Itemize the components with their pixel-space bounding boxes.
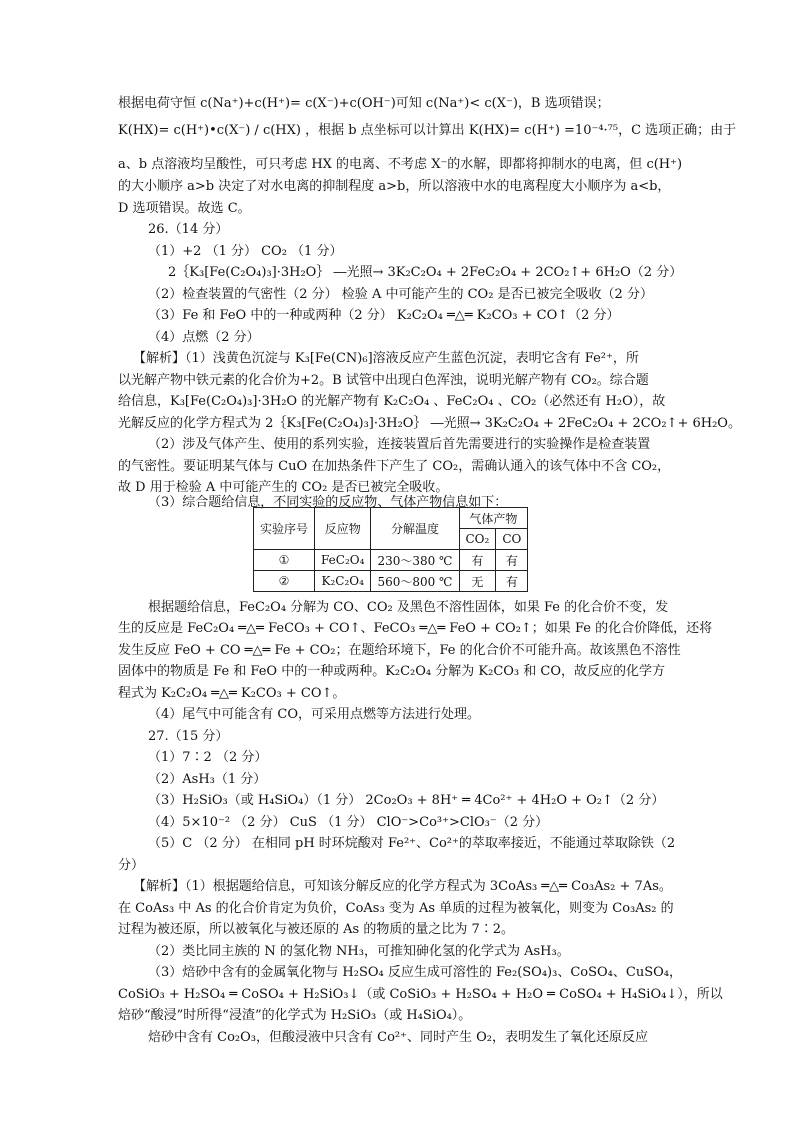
table-header: 反应物 — [315, 508, 371, 550]
text-line: 的大小顺序 a>b 决定了对水电离的抑制程度 a>b，所以溶液中水的电离程度大小顺序为 a<b， — [118, 179, 671, 194]
text-line: K(HX)= c(H⁺)•c(X⁻) / c(HX) ，根据 b 点坐标可以计算出 K(HX)= c(H⁺) =10⁻⁴·⁷⁵，C 选项正确；由于 — [118, 123, 737, 138]
text-line: D 选项错误。故选 C。 — [118, 201, 251, 216]
analysis-line: 焙砂中含有 Co₂O₃，但酸浸液中只含有 Co²⁺、同时产生 O₂，表明发生了氧化还原反应 — [148, 1030, 648, 1045]
analysis-line: 以光解产物中铁元素的化合价为+2。B 试管中出现白色浑浊，说明光解产物有 CO₂。综合题 — [118, 373, 649, 388]
analysis-line: 根据题给信息，FeC₂O₄ 分解为 CO、CO₂ 及黑色不溶性固体，如果 Fe 的化合价不变，发 — [148, 600, 669, 615]
table-cell: 560～800 ℃ — [371, 571, 459, 592]
analysis-line: 给信息，K₃[Fe(C₂O₄)₃]·3H₂O 的光解产物有 K₂C₂O₄ 、FeC₂O₄ 、CO₂（必然还有 H₂O），故 — [118, 394, 666, 409]
table-cell: 230～380 ℃ — [371, 550, 459, 571]
text-line: a、b 点溶液均呈酸性，可只考虑 HX 的电离、不考虑 X⁻的水解，即都将抑制水的电离，但 c(H⁺) — [118, 157, 683, 172]
analysis-line: 【解析】（1）浅黄色沉淀与 K₃[Fe(CN)₆]溶液反应产生蓝色沉淀，表明它含有 Fe²⁺，所 — [133, 351, 639, 366]
table-header: CO — [496, 529, 528, 550]
analysis-line: CoSiO₃ + H₂SO₄ ═ CoSO₄ + H₂SiO₃↓（或 CoSiO₃ + H₂SO₄ + H₂O ═ CoSO₄ + H₄SiO₄↓），所以 — [118, 987, 723, 1002]
answer-line: （4）点燃（2 分） — [148, 330, 260, 345]
analysis-line: 过程为被还原，所以被氧化与被还原的 As 的物质的量之比为 7∶2。 — [118, 922, 514, 937]
answer-line: （2）AsH₃（1 分） — [148, 772, 267, 787]
analysis-line: 故 D 用于检验 A 中可能产生的 CO₂ 是否已被完全吸收。 — [118, 480, 449, 495]
analysis-line: 发生反应 FeO + CO ═△═ Fe + CO₂；在题给环境下，Fe 的化合价不可能升高。故该黑色不溶性 — [118, 643, 681, 658]
experiment-table — [253, 507, 528, 592]
answer-line: 分） — [118, 858, 145, 873]
analysis-line: 固体中的物质是 Fe 和 FeO 中的一种或两种。K₂C₂O₄ 分解为 K₂CO₃ 和 CO，故反应的化学方 — [118, 664, 666, 679]
analysis-line: （3）综合题给信息，不同实验的反应物、气体产物信息如下： — [148, 495, 508, 510]
table-row — [254, 550, 528, 571]
answer-line: （4）5×10⁻² （2 分） CuS （1 分） ClO⁻>Co³⁺>ClO₃⁻（2 分） — [148, 815, 549, 830]
table-cell: 无 — [459, 571, 496, 592]
analysis-line: （2）类比同主族的 N 的氢化物 NH₃，可推知砷化氢的化学式为 AsH₃。 — [148, 944, 570, 959]
analysis-line: 在 CoAs₃ 中 As 的化合价肯定为负价，CoAs₃ 变为 As 单质的过程为被氧化，则变为 Co₃As₂ 的 — [118, 901, 674, 916]
answer-line: （5）C （2 分） 在相同 pH 时环烷酸对 Fe²⁺、Co²⁺的萃取率接近，不能通过萃取除铁（2 — [148, 836, 676, 851]
table-cell: 有 — [459, 550, 496, 571]
equation-line: 2｛K₃[Fe(C₂O₄)₃]·3H₂O｝ ―光照→ 3K₂C₂O₄ + 2FeC₂O₄ + 2CO₂↑+ 6H₂O（2 分） — [168, 265, 683, 280]
question-heading-26: 26.（14 分） — [148, 222, 229, 237]
analysis-line: 的气密性。要证明某气体与 CuO 在加热条件下产生了 CO₂，需确认通入的该气体中不含 CO₂， — [118, 459, 671, 474]
table-header: 实验序号 — [254, 508, 315, 550]
table-header: 气体产物 — [459, 508, 528, 529]
table-cell: ② — [254, 571, 315, 592]
answer-line: （1）+2 （1 分） CO₂ （1 分） — [148, 244, 343, 259]
answer-line: （2）检查装置的气密性（2 分） 检验 A 中可能产生的 CO₂ 是否已被完全吸收（2 分） — [148, 287, 653, 302]
analysis-line: 光解反应的化学方程式为 2｛K₃[Fe(C₂O₄)₃]·3H₂O｝ ―光照→ 3K₂C₂O₄ + 2FeC₂O₄ + 2CO₂↑+ 6H₂O。 — [118, 416, 741, 431]
answer-line: （3）Fe 和 FeO 中的一种或两种（2 分） K₂C₂O₄ ═△═ K₂CO₃ + CO↑（2 分） — [148, 308, 620, 323]
table-cell: FeC₂O₄ — [315, 550, 371, 571]
table-cell: 有 — [496, 571, 528, 592]
answer-line: （1）7∶2 （2 分） — [148, 750, 268, 765]
table-cell: 有 — [496, 550, 528, 571]
analysis-line: 程式为 K₂C₂O₄ ═△═ K₂CO₃ + CO↑。 — [118, 686, 346, 701]
analysis-line: 生的反应是 FeC₂O₄ ═△═ FeCO₃ + CO↑、FeCO₃ ═△═ FeO + CO₂↑；如果 Fe 的化合价降低，还将 — [118, 621, 713, 636]
table-cell: K₂C₂O₄ — [315, 571, 371, 592]
analysis-line: （3）焙砂中含有的金属氧化物与 H₂SO₄ 反应生成可溶性的 Fe₂(SO₄)₃、CoSO₄、CuSO₄， — [148, 965, 682, 980]
analysis-line: 焙砂“酸浸”时所得“浸渣”的化学式为 H₂SiO₃（或 H₄SiO₄）。 — [118, 1008, 472, 1023]
table-row — [254, 571, 528, 592]
question-heading-27: 27.（15 分） — [148, 729, 229, 744]
answer-line: （3）H₂SiO₃（或 H₄SiO₄）（1 分） 2Co₂O₃ + 8H⁺ ═ 4Co²⁺ + 4H₂O + O₂↑（2 分） — [148, 793, 665, 808]
table-header: 分解温度 — [371, 508, 459, 550]
table-cell: ① — [254, 550, 315, 571]
text-line: 根据电荷守恒 c(Na⁺)+c(H⁺)= c(X⁻)+c(OH⁻)可知 c(Na⁺)< c(X⁻)，B 选项错误； — [118, 96, 610, 111]
analysis-line: （4）尾气中可能含有 CO，可采用点燃等方法进行处理。 — [148, 707, 481, 722]
analysis-line: 【解析】（1）根据题给信息，可知该分解反应的化学方程式为 3CoAs₃ ═△═ Co₃As₂ + 7As。 — [133, 879, 672, 894]
table-header: CO₂ — [459, 529, 496, 550]
analysis-line: （2）涉及气体产生、使用的系列实验，连接装置后首先需要进行的实验操作是检查装置 — [148, 437, 651, 452]
